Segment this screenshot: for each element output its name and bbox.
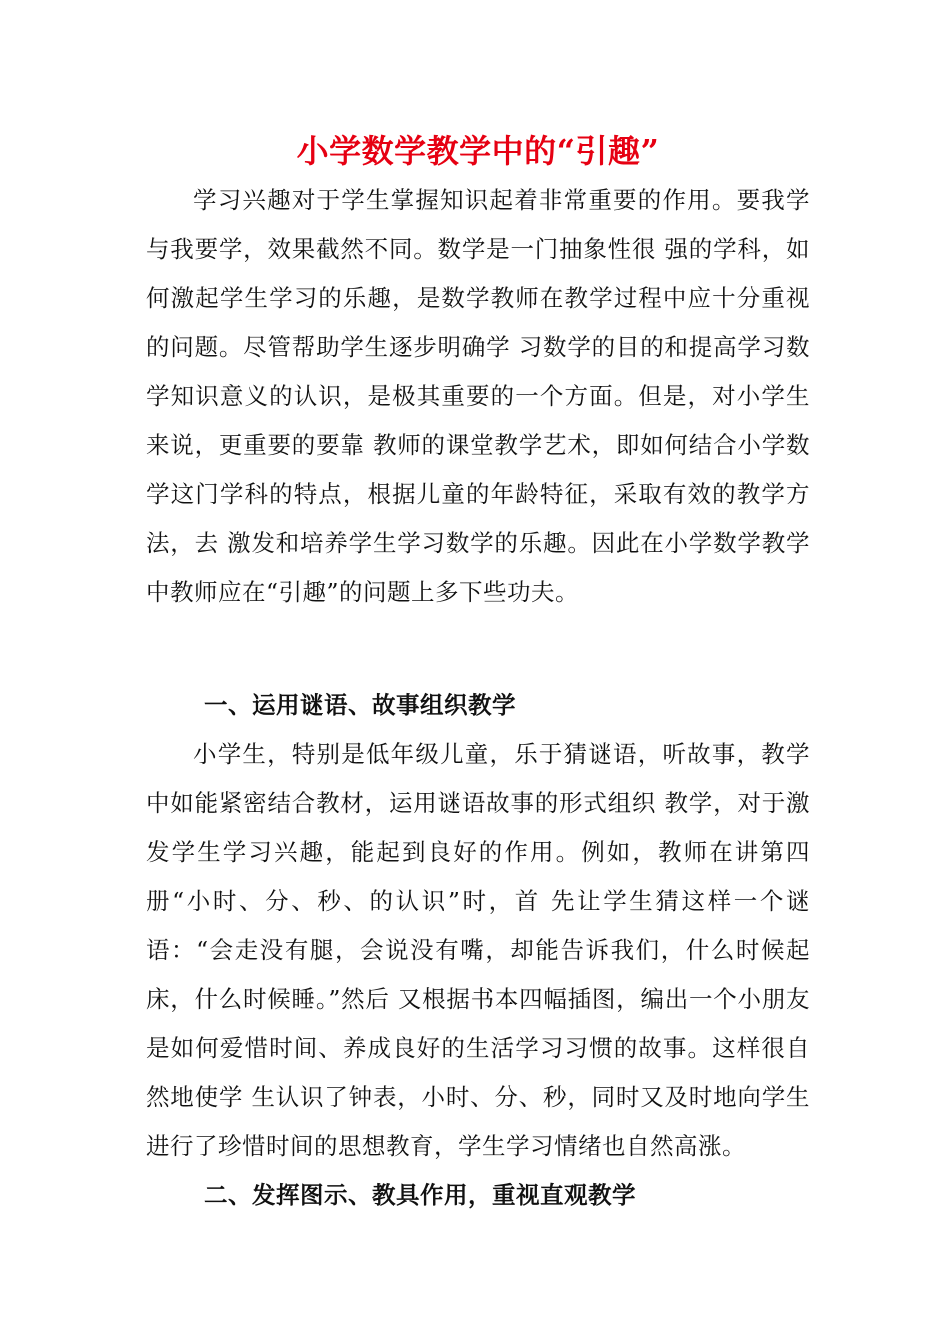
document-title: 小学数学教学中的“引趣”	[296, 132, 660, 170]
section-heading-1: 一、运用谜语、故事组织教学	[204, 691, 516, 719]
section-spacer	[146, 617, 810, 681]
section-body-1: 小学生，特别是低年级儿童，乐于猜谜语，听故事，教学中如能紧密结合教材，运用谜语故事的形式组织 教学，对于激发学生学习兴趣，能起到良好的作用。例如，教师在讲第四册“小时、分、秒、的认识”时，首 先让学生猜这样一个谜语：“会走没有腿，会说没有嘴，却能告诉我们，什么时候起床，什么时候睡。”然后 又根据书本四幅插图，编出一个小朋友是如何爱惜时间、养成良好的生活学习习惯的故事。这样很自然地使学 生认识了钟表，小时、分、秒，同时又及时地向学生进行了珍惜时间的思想教育，学生学习情绪也自然高涨。	[146, 740, 810, 1160]
document-page	[146, 126, 810, 1220]
section-heading-2: 二、发挥图示、教具作用，重视直观教学	[204, 1181, 636, 1209]
intro-paragraph: 学习兴趣对于学生掌握知识起着非常重要的作用。要我学与我要学，效果截然不同。数学是一门抽象性很 强的学科，如何激起学生学习的乐趣，是数学教师在教学过程中应十分重视的问题。尽管帮助学生逐步明确学 习数学的目的和提高学习数学知识意义的认识，是极其重要的一个方面。但是，对小学生来说，更重要的要靠 教师的课堂教学艺术，即如何结合小学数学这门学科的特点，根据儿童的年龄特征，采取有效的教学方法，去 激发和培养学生学习数学的乐趣。因此在小学数学教学中教师应在“引趣”的问题上多下些功夫。	[146, 186, 810, 606]
